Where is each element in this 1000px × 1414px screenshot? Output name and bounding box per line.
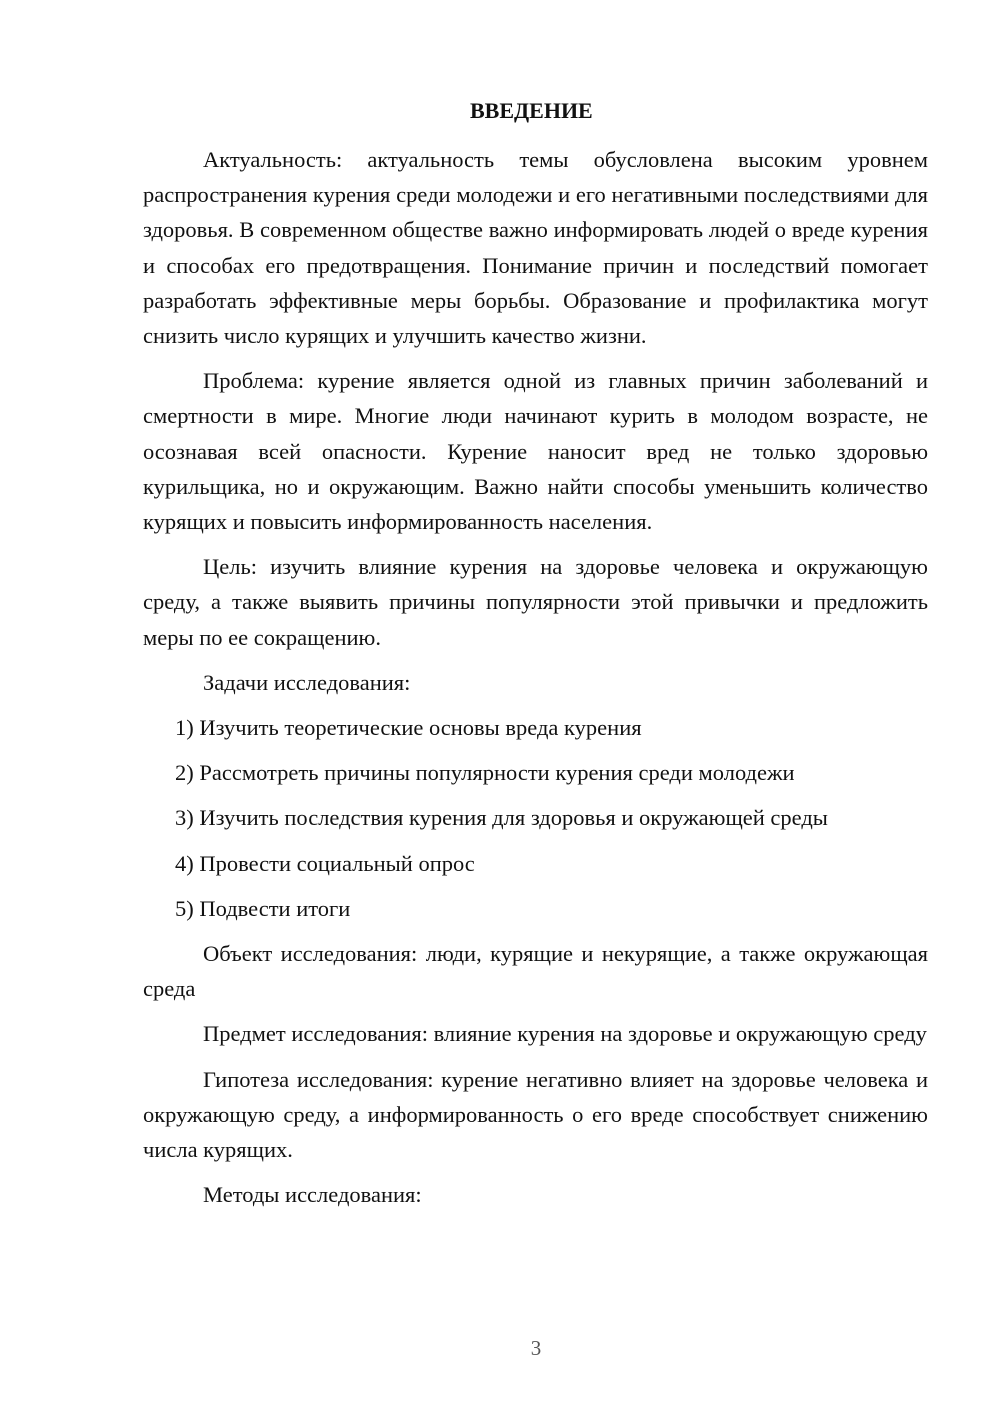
page-title: [72, 96, 1000, 126]
page-title-text: ВВЕДЕНИЕ: [470, 98, 593, 123]
paragraph-subject: Предмет исследования: влияние курения на здоровье и окружающую среду: [203, 1021, 927, 1047]
paragraph-goal: Цель: изучить влияние курения на здоровье человека и окружающую среду, а также выявить причины популярности этой привычки и предложить меры по ее сокращению.: [143, 554, 928, 650]
methods-heading: Методы исследования:: [203, 1182, 422, 1208]
task-item-1: 1) Изучить теоретические основы вреда курения: [175, 715, 642, 741]
body-text: [143, 142, 928, 1222]
page-number: 3: [530, 1336, 542, 1360]
task-item-5: 5) Подвести итоги: [175, 895, 351, 921]
task-item-2: 2) Рассмотреть причины популярности курения среди молодежи: [175, 760, 795, 786]
task-item-4: 4) Провести социальный опрос: [175, 850, 475, 876]
paragraph-object: Объект исследования: люди, курящие и некурящие, а также окружающая среда: [143, 941, 928, 1002]
paragraph-hypothesis: Гипотеза исследования: курение негативно влияет на здоровье человека и окружающую среду, а информированность о его вреде способствует снижению числа курящих.: [143, 1066, 928, 1163]
paragraph-relevance: Актуальность: актуальность темы обусловлена высоким уровнем распространения курения среди молодежи и его негативными последствиями для здоровья. В современном обществе важно информировать людей о вреде курения и способах его предотвращения. Понимание причин и последствий помогает разработать эффективные меры борьбы. Образование и профилактика могут снизить число курящих и улучшить качество жизни.: [143, 147, 928, 349]
tasks-heading: Задачи исследования:: [203, 669, 411, 695]
paragraph-problem: Проблема: курение является одной из главных причин заболеваний и смертности в мире. Многие люди начинают курить в молодом возрасте, не осознавая всей опасности. Курение наносит вред не только здоровью курильщика, но и окружающим. Важно найти способы уменьшить количество курящих и повысить информированность населения.: [143, 368, 928, 535]
task-item-3: 3) Изучить последствия курения для здоровья и окружающей среды: [175, 805, 828, 831]
